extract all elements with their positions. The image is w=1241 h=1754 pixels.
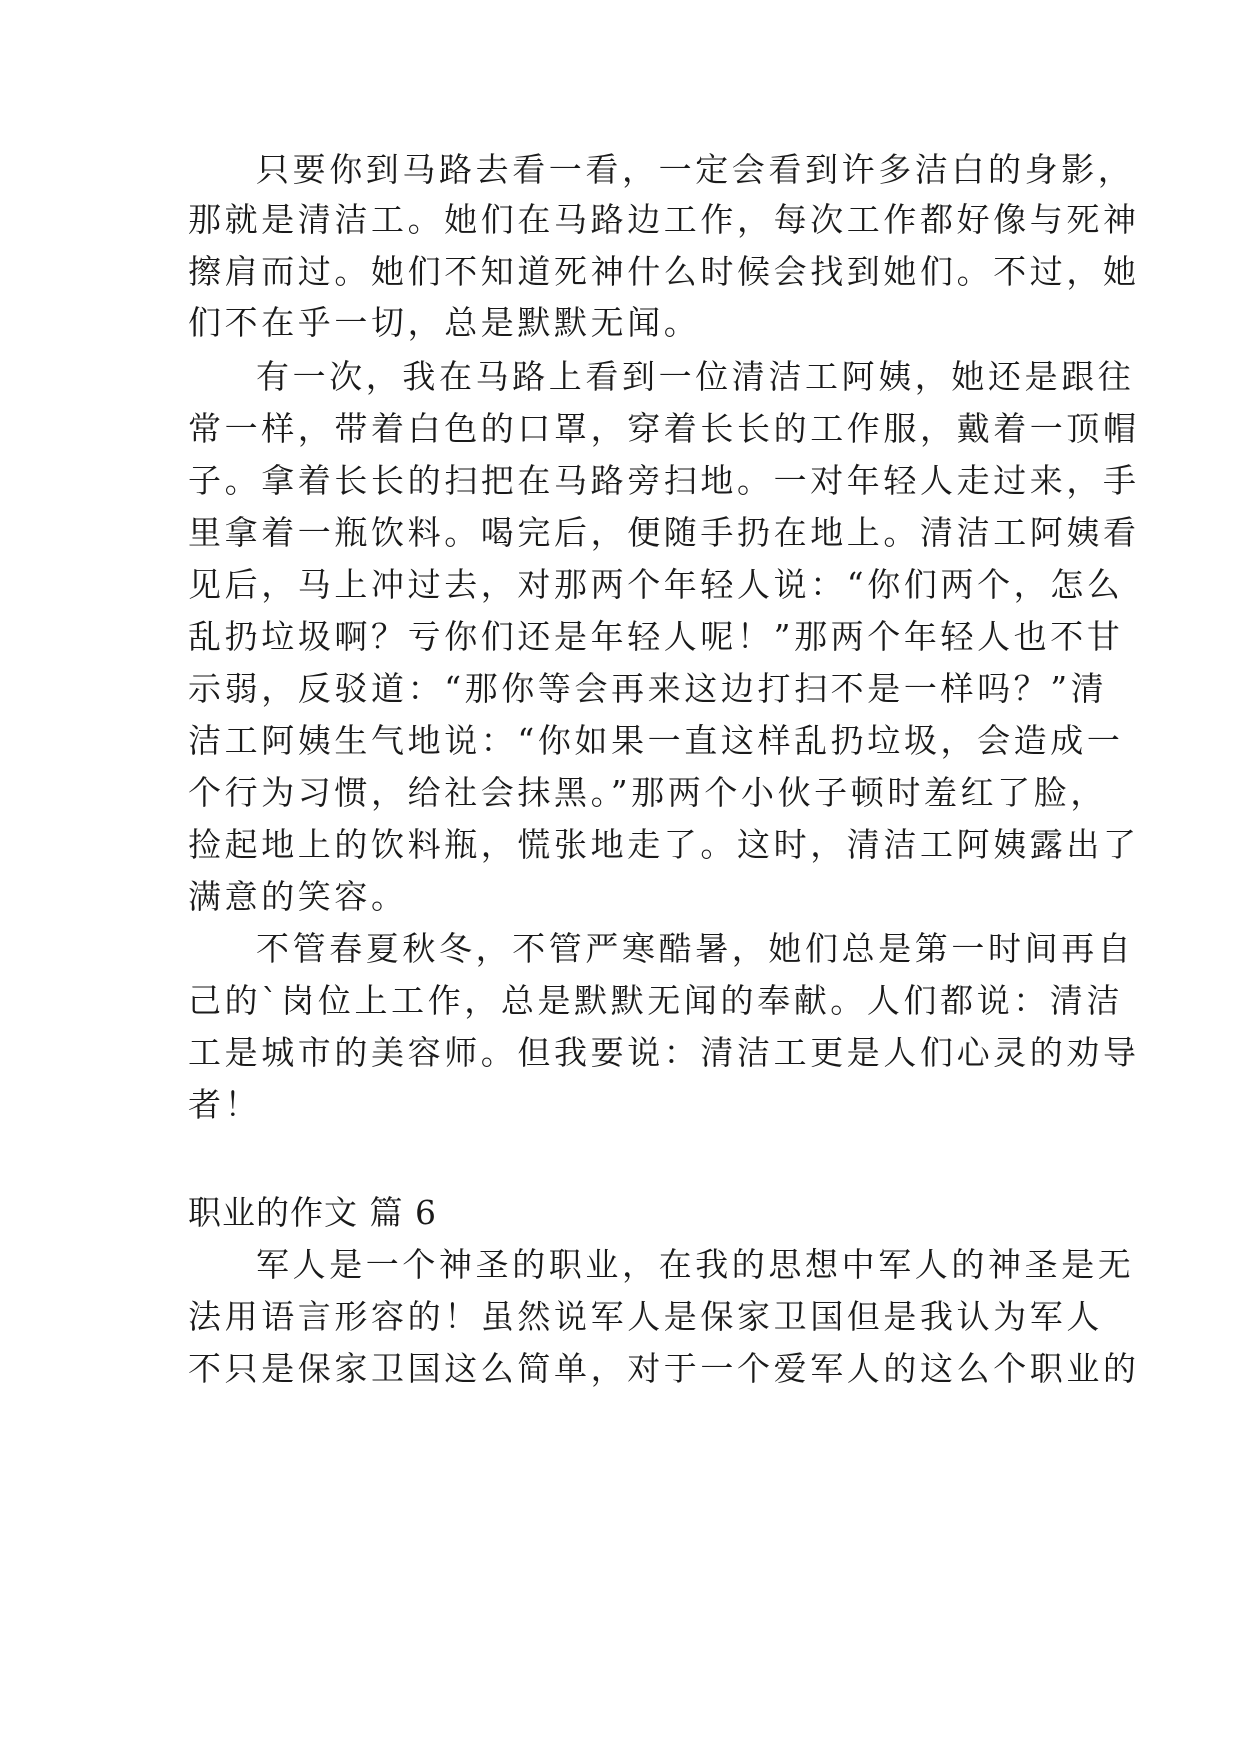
paragraph-3-line-4: 者！ (188, 1085, 262, 1124)
section-paragraph-line-1: 军人是一个神圣的职业，在我的思想中军人的神圣是无 (256, 1245, 1135, 1284)
paragraph-2-line-9: 个行为习惯，给社会抹黑。”那两个小伙子顿时羞红了脸， (188, 773, 1107, 812)
paragraph-3-line-3: 工是城市的美容师。但我要说：清洁工更是人们心灵的劝导 (188, 1033, 1140, 1072)
paragraph-1-line-4: 们不在乎一切，总是默默无闻。 (188, 303, 701, 342)
paragraph-2-line-8: 洁工阿姨生气地说：“你如果一直这样乱扔垃圾，会造成一 (188, 721, 1124, 760)
paragraph-1-line-3: 擦肩而过。她们不知道死神什么时候会找到她们。不过，她 (188, 252, 1140, 291)
paragraph-2-line-3: 子。拿着长长的扫把在马路旁扫地。一对年轻人走过来，手 (188, 461, 1140, 500)
paragraph-2-line-2: 常一样，带着白色的口罩，穿着长长的工作服，戴着一顶帽 (188, 409, 1140, 448)
paragraph-2-line-11: 满意的笑容。 (188, 877, 408, 916)
section-heading: 职业的作文 篇 6 (188, 1193, 437, 1232)
paragraph-2-line-5: 见后，马上冲过去，对那两个年轻人说：“你们两个，怎么 (188, 565, 1124, 604)
paragraph-3-line-2: 己的`岗位上工作，总是默默无闻的奉献。人们都说：清洁 (188, 981, 1124, 1020)
paragraph-2-line-6: 乱扔垃圾啊？亏你们还是年轻人呢！”那两个年轻人也不甘 (188, 617, 1124, 656)
paragraph-3-line-1: 不管春夏秋冬，不管严寒酷暑，她们总是第一时间再自 (256, 929, 1135, 968)
section-paragraph-line-2: 法用语言形容的！虽然说军人是保家卫国但是我认为军人 (188, 1297, 1103, 1336)
paragraph-2-line-4: 里拿着一瓶饮料。喝完后，便随手扔在地上。清洁工阿姨看 (188, 513, 1140, 552)
paragraph-1-line-2: 那就是清洁工。她们在马路边工作，每次工作都好像与死神 (188, 200, 1140, 239)
paragraph-1-line-1: 只要你到马路去看一看，一定会看到许多洁白的身影， (256, 150, 1135, 189)
section-paragraph-line-3: 不只是保家卫国这么简单，对于一个爱军人的这么个职业的 (188, 1349, 1140, 1388)
paragraph-2-line-10: 捡起地上的饮料瓶，慌张地走了。这时，清洁工阿姨露出了 (188, 825, 1140, 864)
paragraph-2-line-1: 有一次，我在马路上看到一位清洁工阿姨，她还是跟往 (256, 357, 1135, 396)
paragraph-2-line-7: 示弱，反驳道：“那你等会再来这边打扫不是一样吗？”清 (188, 669, 1108, 708)
